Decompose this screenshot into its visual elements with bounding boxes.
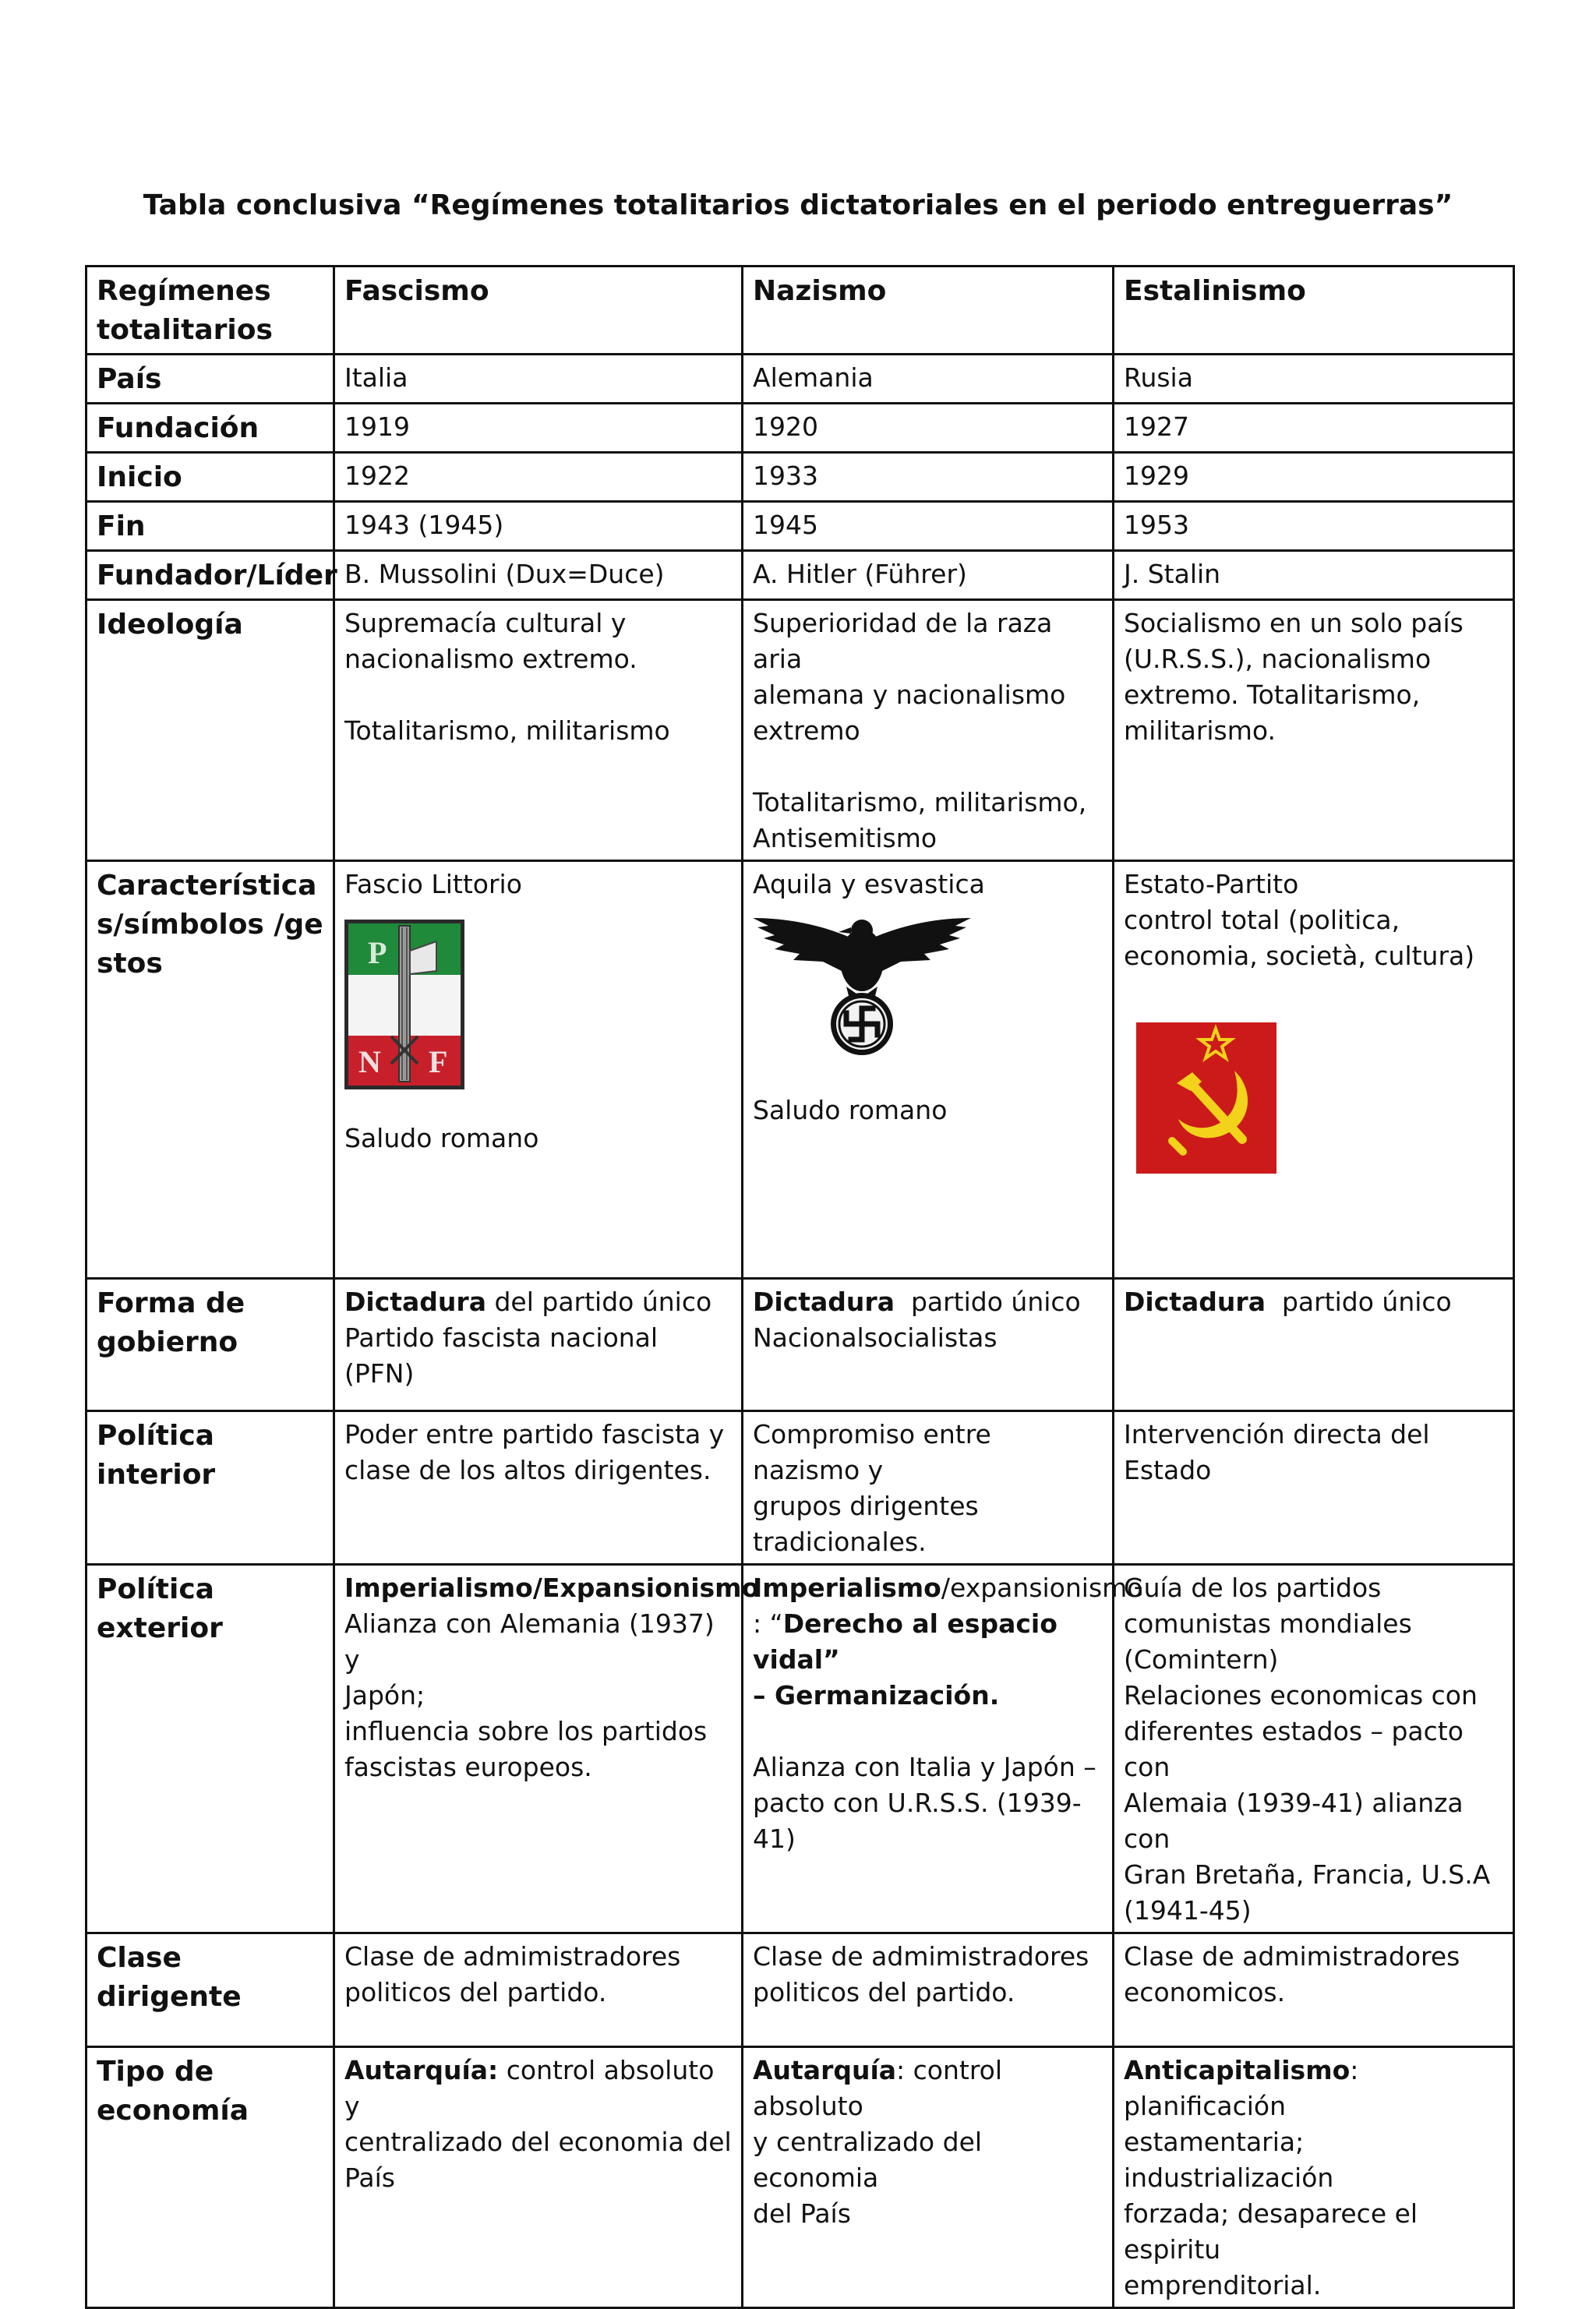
- flag-letter: P: [368, 935, 387, 970]
- cell: [743, 1279, 1114, 1411]
- cell: [1114, 861, 1514, 1279]
- cell: 1919: [334, 404, 743, 453]
- row-label: Política interior: [87, 1411, 334, 1565]
- cell-text: : planificación estamentaria; industrialización forzada; desaparece el espiritu emprenditorial.: [1124, 2055, 1418, 2300]
- eagle-emblem-icon: [753, 912, 971, 1057]
- bold-term: Dictadura: [1124, 1287, 1266, 1317]
- cell-text: partido único: [894, 1287, 1081, 1317]
- cell: Italia: [334, 355, 743, 404]
- cell-text: Alianza con Alemania (1937) y Japón; influencia sobre los partidos fascistas europeos.: [344, 1608, 715, 1782]
- cell: [1114, 600, 1514, 861]
- cell: [334, 600, 743, 861]
- row-economia: [87, 2047, 1514, 2308]
- header-fascismo: Fascismo: [334, 267, 743, 355]
- cell: [1114, 1279, 1514, 1411]
- cell-text: Clase de admimistradores politicos del partido.: [753, 1941, 1089, 2007]
- cell-text: Compromiso entre nazismo y grupos dirigentes tradicionales.: [753, 1419, 991, 1557]
- cell-text: Superioridad de la raza aria alemana y nacionalismo extremo: [753, 608, 1066, 746]
- cell-text: Aquila y esvastica: [753, 869, 985, 899]
- row-lider: [87, 551, 1514, 600]
- row-label: Fin: [87, 502, 334, 551]
- bold-term: Autarquía: [753, 2055, 897, 2085]
- bold-term: Dictadura: [753, 1287, 895, 1317]
- cell: A. Hitler (Führer): [743, 551, 1114, 600]
- cell: [334, 1279, 743, 1411]
- cell-text: Supremacía cultural y nacionalismo extremo.: [344, 608, 637, 674]
- cell: 1922: [334, 453, 743, 502]
- cell-text: Poder entre partido fascista y clase de los altos dirigentes.: [344, 1419, 725, 1485]
- cell: 1953: [1114, 502, 1514, 551]
- table-header-row: [87, 267, 1514, 355]
- header-nazismo: Nazismo: [743, 267, 1114, 355]
- cell: 1933: [743, 453, 1114, 502]
- row-fundacion: [87, 404, 1514, 453]
- cell-text: Clase de admimistradores economicos.: [1124, 1941, 1460, 2007]
- row-exterior: [87, 1565, 1514, 1933]
- cell: [334, 1565, 760, 1933]
- cell-text: Alianza con Italia y Japón – pacto con U.R.S.S. (1939-41): [753, 1752, 1096, 1854]
- cell-text: Clase de admimistradores politicos del partido.: [344, 1941, 681, 2007]
- row-label: Política exterior: [87, 1565, 334, 1933]
- bold-term: Derecho al espacio vidal” – Germanización.: [753, 1608, 1058, 1711]
- cell-text: /expansionismo: [941, 1573, 1143, 1603]
- cell-text: Guía de los partidos comunistas mondiales (Comintern) Relaciones economicas con diferentes estados – pacto con Alemaia (1939-41) alianza con Gran Bretaña, Francia, U.S.A (1941-45): [1124, 1573, 1491, 1926]
- cell: [1114, 1933, 1514, 2047]
- cell: [743, 1565, 1143, 1933]
- cell-text: Fascio Littorio: [344, 869, 522, 899]
- cell-text: del partido único: [486, 1287, 712, 1317]
- row-ideologia: [87, 600, 1514, 861]
- bold-term: Imperialismo: [753, 1573, 941, 1603]
- bold-term: Autarquía:: [344, 2055, 499, 2085]
- row-clase: [87, 1933, 1514, 2047]
- flag-letter: F: [429, 1044, 448, 1079]
- bold-term: Imperialismo/Expansionismo: [344, 1573, 760, 1603]
- row-label: Tipo de economía: [87, 2047, 334, 2308]
- cell-text: partido único: [1265, 1287, 1452, 1317]
- cell: J. Stalin: [1114, 551, 1514, 600]
- bold-term: Anticapitalismo: [1124, 2055, 1351, 2085]
- cell-text: Socialismo en un solo país (U.R.S.S.), nacionalismo extremo. Totalitarismo, militarismo.: [1124, 608, 1464, 746]
- cell: [743, 861, 1114, 1279]
- cell: [334, 1411, 743, 1565]
- cell: [1114, 1411, 1514, 1565]
- cell: [334, 2047, 743, 2308]
- cell: [1114, 1565, 1514, 1933]
- cell: Alemania: [743, 355, 1114, 404]
- row-label: Fundación: [87, 404, 334, 453]
- cell: 1927: [1114, 404, 1514, 453]
- cell-text: : “: [753, 1608, 783, 1639]
- cell: [743, 2047, 1114, 2308]
- cell: [743, 1411, 1114, 1565]
- bold-term: Dictadura: [344, 1287, 486, 1317]
- row-simbolos: [87, 861, 1514, 1279]
- row-label: País: [87, 355, 334, 404]
- cell: 1929: [1114, 453, 1514, 502]
- cell: [334, 861, 743, 1279]
- row-label: Forma de gobierno: [87, 1279, 334, 1411]
- row-pais: [87, 355, 1514, 404]
- cell-text: Totalitarismo, militarismo: [344, 715, 670, 746]
- cell: [1114, 2047, 1514, 2308]
- cell: [334, 1933, 743, 2047]
- cell: [743, 600, 1114, 861]
- row-label: Ideología: [87, 600, 334, 861]
- row-fin: [87, 502, 1514, 551]
- cell-text: Estato-Partito control total (politica, economia, società, cultura): [1124, 869, 1475, 971]
- regimes-table: [85, 265, 1515, 2309]
- row-label: Fundador/Líder: [87, 551, 334, 600]
- cell-text: Nacionalsocialistas: [753, 1322, 998, 1353]
- header-estalinismo: Estalinismo: [1114, 267, 1514, 355]
- cell-text: Partido fascista nacional (PFN): [344, 1322, 659, 1389]
- cell: 1920: [743, 404, 1114, 453]
- cell: 1945: [743, 502, 1114, 551]
- row-label: Características/símbolos /gestos: [87, 861, 334, 1279]
- header-label-cell: Regímenes totalitarios: [87, 267, 334, 355]
- cell-text: Saludo romano: [344, 1123, 539, 1153]
- cell: 1943 (1945): [334, 502, 743, 551]
- fascio-flag-icon: [344, 920, 464, 1089]
- cell-text: Intervención directa del Estado: [1124, 1419, 1430, 1485]
- row-inicio: [87, 453, 1514, 502]
- cell: B. Mussolini (Dux=Duce): [334, 551, 743, 600]
- cell-text: control absoluto y centralizado del economia del País: [344, 2055, 732, 2193]
- row-interior: [87, 1411, 1514, 1565]
- cell-text: Saludo romano: [753, 1095, 948, 1125]
- row-label: Clase dirigente: [87, 1933, 334, 2047]
- cell: Rusia: [1114, 355, 1514, 404]
- flag-letter: N: [358, 1044, 381, 1079]
- row-gobierno: [87, 1279, 1514, 1411]
- cell: [743, 1933, 1114, 2047]
- cell-text: Totalitarismo, militarismo, Antisemitismo: [753, 787, 1087, 853]
- cell-text: : control absoluto y centralizado del economia del País: [753, 2055, 1003, 2229]
- hammer-sickle-flag-icon: [1136, 1022, 1276, 1174]
- row-label: Inicio: [87, 453, 334, 502]
- page-title: Tabla conclusiva “Regímenes totalitarios dictatoriales en el periodo entreguerras”: [143, 189, 1453, 221]
